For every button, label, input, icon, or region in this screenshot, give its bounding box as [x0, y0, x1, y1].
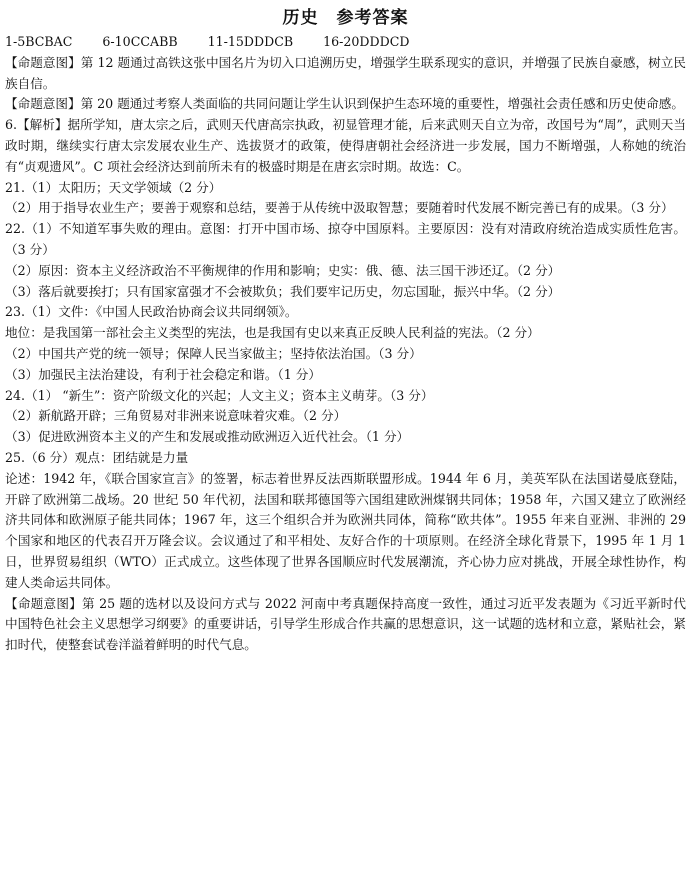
- answer-key-1-5: 1-5BCBAC: [5, 34, 73, 49]
- answer-q24-1: 24.（1） “新生”：资产阶级文化的兴起；人文主义；资本主义萌芽。（3 分）: [5, 387, 434, 403]
- answer-q25-argument: 论述：1942 年，《联合国家宣言》的签署，标志着世界反法西斯联盟形成。1944 年 6 月，美英军队在法国诺曼底登陆，开辟了欧洲第二战场。20 世纪 50 年代初，法国和联邦德国等六国组建欧洲煤钢共同体；1958 年，六国又建立了欧洲经济共同体和欧洲原子能共同体；1967 年，这三个组织合并为欧洲共同体，简称“欧共体”。1955 年来自亚洲、非洲的 29 个国家和地区的代表召开万隆会议。会议通过了和平相处、友好合作的十项原则。在经济全球化背景下，1995 年 1 月 1 日，世界贸易组织（WTO）正式成立。这些体现了世界各国顺应时代发展潮流，齐心协力应对挑战，开展全球性协作，构建人类命运共同体。: [5, 470, 686, 590]
- answer-q23-1: 23.（1）文件：《中国人民政治协商会议共同纲领》。: [5, 304, 298, 320]
- answer-q21-1: 21.（1）太阳历；天文学领域（2 分）: [5, 179, 222, 195]
- page-title: [5, 6, 686, 32]
- answer-q25-viewpoint: 25.（6 分）观点：团结就是力量: [5, 449, 189, 465]
- answer-q22-1: 22.（1）不知道军事失败的理由。意图：打开中国市场、掠夺中国原料。主要原因：没有对清政府统治造成实质性危害。（3 分）: [5, 221, 686, 257]
- answer-q23-1-status: 地位：是我国第一部社会主义类型的宪法，也是我国有史以来真正反映人民利益的宪法。（2 分）: [5, 325, 540, 341]
- answer-content: [5, 32, 686, 656]
- answer-key-11-15: 11-15DDDCB: [207, 34, 294, 49]
- title-label: 参考答案: [336, 8, 409, 28]
- answer-q22-3: （3）落后就要挨打；只有国家富强才不会被欺负；我们要牢记历史，勿忘国耻，振兴中华。（2 分）: [5, 283, 561, 299]
- answer-q24-2: （2）新航路开辟；三角贸易对非洲来说意味着灾难。（2 分）: [5, 408, 347, 424]
- subject-label: 历史: [282, 8, 319, 28]
- answer-q23-2: （2）中国共产党的统一领导；保障人民当家做主；坚持依法治国。（3 分）: [5, 345, 422, 361]
- answer-key-16-20: 16-20DDDCD: [323, 34, 410, 49]
- answer-q24-3: （3）促进欧洲资本主义的产生和发展或推动欧洲迈入近代社会。（1 分）: [5, 429, 410, 445]
- intent-q25: 【命题意图】第 25 题的选材以及设问方式与 2022 河南中考真题保持高度一致性，通过习近平发表题为《习近平新时代中国特色社会主义思想学习纲要》的重要讲话，引导学生形成合作共赢的思想意识，这一试题的选材和立意，紧贴社会，紧扣时代，使整套试卷洋溢着鲜明的时代气息。: [5, 595, 686, 653]
- answer-q22-2: （2）原因：资本主义经济政治不平衡规律的作用和影响；史实：俄、德、法三国干涉还辽。（2 分）: [5, 262, 561, 278]
- answer-key-line: [5, 32, 686, 53]
- answer-key-6-10: 6-10CCABB: [102, 34, 178, 49]
- answer-q21-2: （2）用于指导农业生产；要善于观察和总结，要善于从传统中汲取智慧；要随着时代发展不断完善已有的成果。（3 分）: [5, 200, 674, 216]
- answer-q23-3: （3）加强民主法治建设，有利于社会稳定和谐。（1 分）: [5, 366, 321, 382]
- intent-q12: 【命题意图】第 12 题通过高铁这张中国名片为切入口追溯历史，增强学生联系现实的意识，并增强了民族自豪感，树立民族自信。: [5, 54, 686, 91]
- intent-q20: 【命题意图】第 20 题通过考察人类面临的共同问题让学生认识到保护生态环境的重要性，增强社会责任感和历史使命感。: [5, 96, 684, 112]
- analysis-q6: 6.【解析】据所学知，唐太宗之后，武则天代唐高宗执政，初显管理才能，后来武则天自立为帝，改国号为“周”，武则天当政时期，继续实行唐太宗发展农业生产、选拔贤才的政策，使得唐朝社会经济进一步发展，国力不断增强，人称她的统治有“贞观遗风”。C 项社会经济达到前所未有的极盛时期是在唐玄宗时期。故选：C。: [5, 117, 686, 174]
